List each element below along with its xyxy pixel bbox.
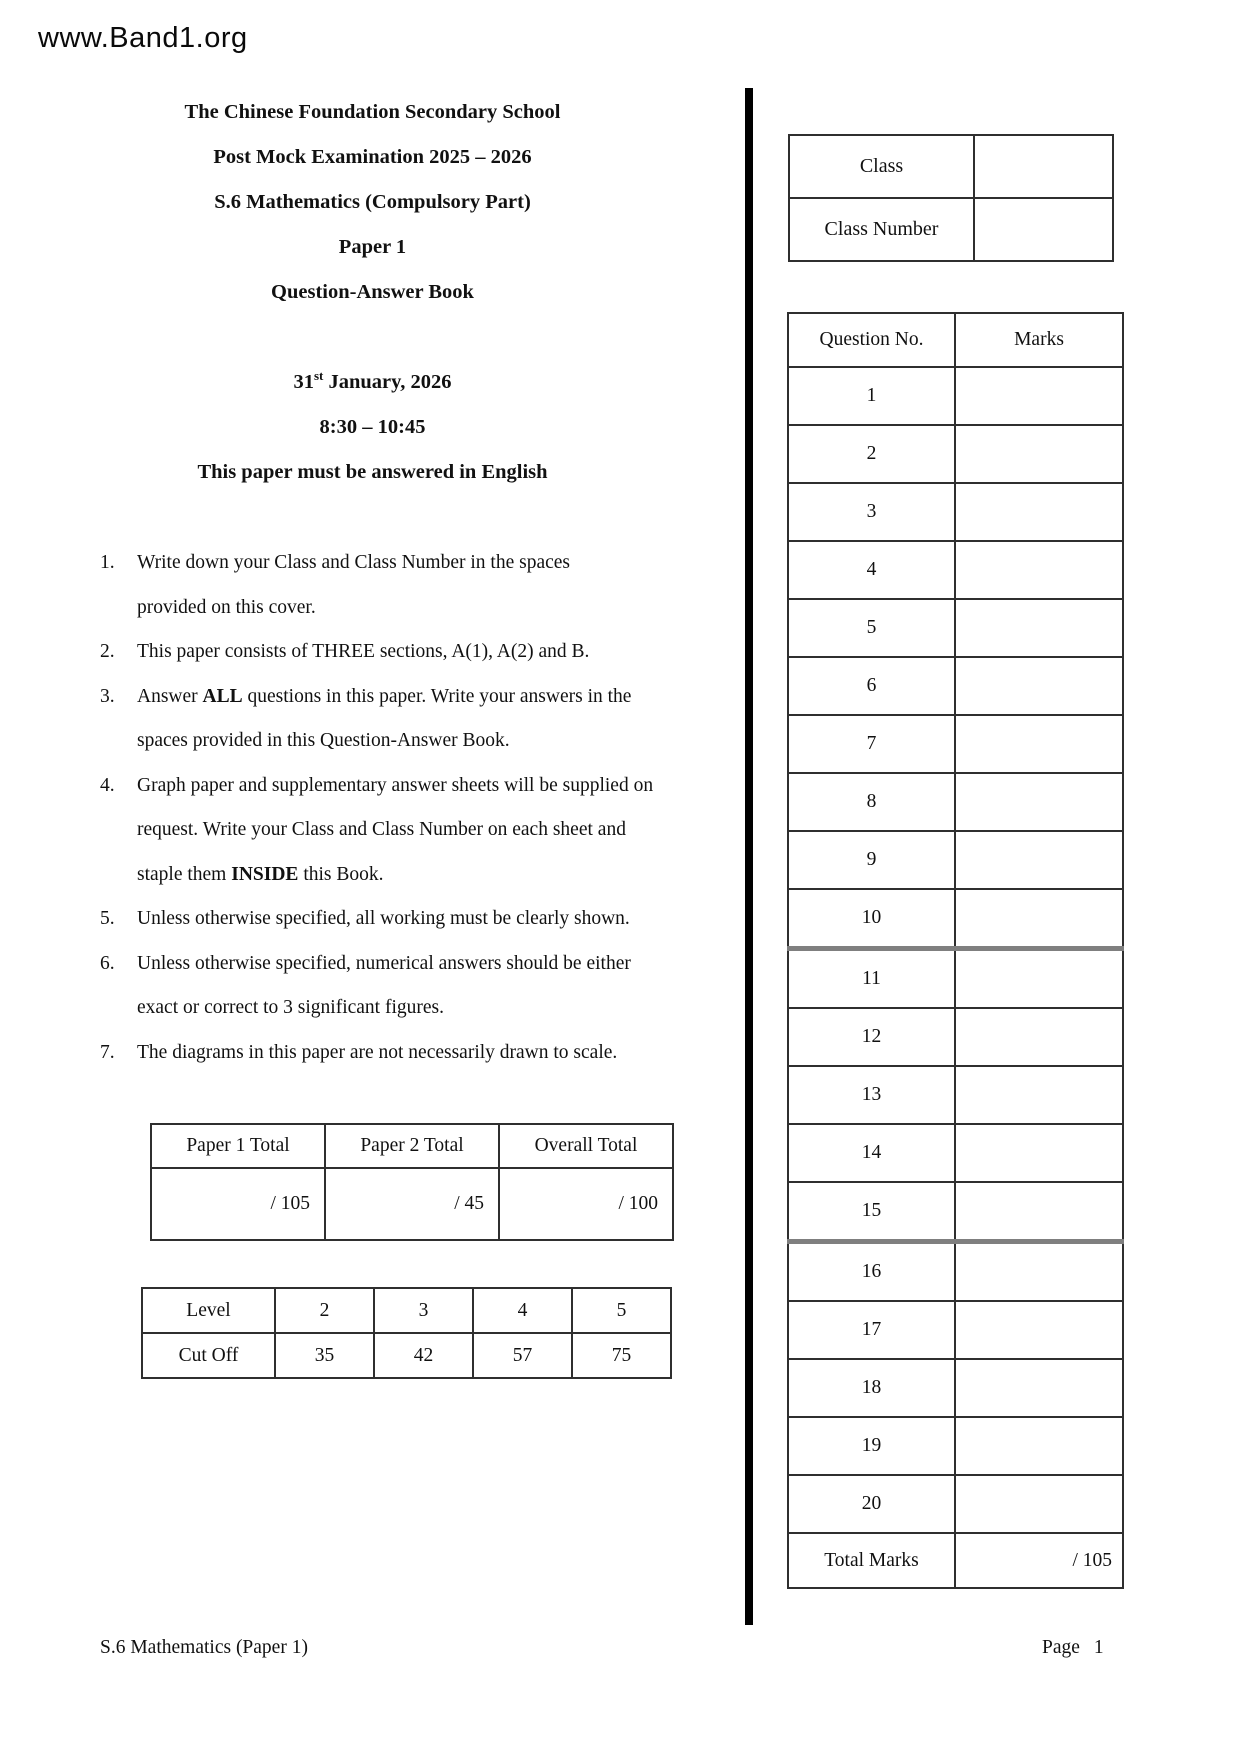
- instruction-line: Graph paper and supplementary answer sheets will be supplied on: [137, 774, 654, 796]
- question-number-cell: 7: [788, 715, 955, 773]
- class-label: Class: [789, 135, 974, 198]
- level-cutoff-table: [141, 1287, 672, 1379]
- exam-date-day: 31: [293, 371, 314, 393]
- question-number-cell: 16: [788, 1242, 955, 1302]
- marks-row: [788, 1242, 1123, 1302]
- class-info-box: [788, 134, 1114, 262]
- marks-row: [788, 1301, 1123, 1359]
- level-4: 4: [473, 1288, 572, 1333]
- marks-fill-cell: [955, 1359, 1123, 1417]
- marks-fill-cell: [955, 1242, 1123, 1302]
- instruction-number: 1.: [100, 552, 115, 573]
- instruction-line: exact or correct to 3 significant figures.: [137, 997, 445, 1018]
- book-title: Question-Answer Book: [271, 281, 474, 303]
- totals-value-paper1: / 105: [151, 1168, 325, 1240]
- instructions-list: [100, 541, 660, 1075]
- instruction-text: [137, 675, 660, 764]
- class-number-fill-cell: [974, 198, 1113, 261]
- question-number-cell: 5: [788, 599, 955, 657]
- level-5: 5: [572, 1288, 671, 1333]
- instruction-line: Write down your Class and Class Number in the spaces: [137, 552, 571, 573]
- instruction-item: [100, 764, 660, 898]
- marks-row: [788, 599, 1123, 657]
- cutoff-2: 35: [275, 1333, 374, 1378]
- marks-fill-cell: [955, 541, 1123, 599]
- question-number-cell: 18: [788, 1359, 955, 1417]
- total-marks-label: Total Marks: [788, 1533, 955, 1588]
- question-number-cell: 9: [788, 831, 955, 889]
- question-number-cell: 14: [788, 1124, 955, 1182]
- marks-row: [788, 1475, 1123, 1533]
- cutoff-5: 75: [572, 1333, 671, 1378]
- instruction-text: [137, 897, 660, 942]
- marks-fill-cell: [955, 657, 1123, 715]
- question-number-cell: 10: [788, 889, 955, 949]
- marks-fill-cell: [955, 599, 1123, 657]
- language-note: This paper must be answered in English: [197, 461, 548, 483]
- marks-row: [788, 1066, 1123, 1124]
- level-label: Level: [142, 1288, 275, 1333]
- question-number-cell: 2: [788, 425, 955, 483]
- subject-title: S.6 Mathematics (Compulsory Part): [214, 191, 531, 213]
- marks-fill-cell: [955, 949, 1123, 1009]
- marks-fill-cell: [955, 889, 1123, 949]
- instruction-line: This paper consists of THREE sections, A(1), A(2) and B.: [137, 641, 590, 662]
- instruction-item: [100, 675, 660, 764]
- instruction-number: 7.: [100, 1041, 115, 1063]
- totals-header-overall: Overall Total: [499, 1124, 673, 1168]
- totals-header-paper1: Paper 1 Total: [151, 1124, 325, 1168]
- level-3: 3: [374, 1288, 473, 1333]
- marks-row: [788, 367, 1123, 425]
- class-fill-cell: [974, 135, 1113, 198]
- footer-page-label: Page: [1042, 1637, 1080, 1658]
- instruction-item: [100, 897, 660, 942]
- marks-fill-cell: [955, 715, 1123, 773]
- exam-time: 8:30 – 10:45: [319, 416, 426, 438]
- marks-row: [788, 949, 1123, 1009]
- footer-page-indicator: [1042, 1636, 1104, 1660]
- totals-value-paper2: / 45: [325, 1168, 499, 1240]
- instruction-text: [137, 541, 660, 630]
- watermark-url: www.Band1.org: [38, 22, 248, 54]
- exam-header: [100, 90, 645, 315]
- question-number-cell: 8: [788, 773, 955, 831]
- school-name: The Chinese Foundation Secondary School: [184, 101, 561, 123]
- question-number-cell: 4: [788, 541, 955, 599]
- instruction-item: [100, 1031, 660, 1076]
- question-number-cell: 17: [788, 1301, 955, 1359]
- instruction-line: Unless otherwise specified, all working must be clearly shown.: [137, 908, 630, 929]
- instruction-item: [100, 541, 660, 630]
- question-number-cell: 15: [788, 1182, 955, 1242]
- marks-row: [788, 483, 1123, 541]
- exam-session-info: [100, 360, 645, 495]
- marks-row: [788, 1124, 1123, 1182]
- instruction-number: 4.: [100, 774, 115, 796]
- instruction-number: 5.: [100, 908, 115, 929]
- instruction-line: request. Write your Class and Class Number on each sheet and: [137, 819, 626, 840]
- marks-row: [788, 657, 1123, 715]
- marks-row: [788, 1182, 1123, 1242]
- question-number-cell: 19: [788, 1417, 955, 1475]
- marks-fill-cell: [955, 1301, 1123, 1359]
- marks-row: [788, 889, 1123, 949]
- question-number-cell: 13: [788, 1066, 955, 1124]
- instruction-number: 2.: [100, 641, 115, 662]
- instruction-text: [137, 630, 660, 675]
- exam-date-ordinal: st: [313, 368, 324, 384]
- instruction-line: The diagrams in this paper are not necessarily drawn to scale.: [137, 1041, 618, 1063]
- instruction-line: Unless otherwise specified, numerical answers should be either: [137, 952, 631, 974]
- marks-fill-cell: [955, 483, 1123, 541]
- instruction-line: Answer ALL questions in this paper. Write your answers in the: [137, 685, 632, 707]
- cutoff-label: Cut Off: [142, 1333, 275, 1378]
- marks-row: [788, 1008, 1123, 1066]
- totals-header-paper2: Paper 2 Total: [325, 1124, 499, 1168]
- marks-row: [788, 1359, 1123, 1417]
- totals-value-overall: / 100: [499, 1168, 673, 1240]
- instruction-line: spaces provided in this Question-Answer Book.: [137, 730, 510, 751]
- marks-header-row: [788, 313, 1123, 367]
- exam-title: Post Mock Examination 2025 – 2026: [213, 146, 532, 168]
- vertical-divider: [745, 88, 753, 1625]
- class-number-row: [789, 198, 1113, 261]
- cutoff-4: 57: [473, 1333, 572, 1378]
- class-number-label: Class Number: [789, 198, 974, 261]
- marks-fill-cell: [955, 1475, 1123, 1533]
- class-row: [789, 135, 1113, 198]
- marks-fill-cell: [955, 1008, 1123, 1066]
- marks-fill-cell: [955, 425, 1123, 483]
- cutoff-row: [142, 1333, 671, 1378]
- paper-number: Paper 1: [338, 236, 407, 258]
- totals-header-row: [151, 1124, 673, 1168]
- marks-fill-cell: [955, 1182, 1123, 1242]
- marks-fill-cell: [955, 773, 1123, 831]
- marks-row: [788, 831, 1123, 889]
- instruction-text: [137, 942, 660, 1031]
- marks-table: [787, 312, 1124, 1589]
- marks-row: [788, 425, 1123, 483]
- instruction-number: 6.: [100, 952, 115, 974]
- marks-fill-cell: [955, 1124, 1123, 1182]
- marks-row: [788, 541, 1123, 599]
- question-number-cell: 3: [788, 483, 955, 541]
- exam-date-rest: January, 2026: [323, 371, 452, 393]
- question-no-header: Question No.: [788, 313, 955, 367]
- footer-page-number: 1: [1093, 1637, 1104, 1658]
- exam-date: [100, 360, 645, 405]
- instruction-line: provided on this cover.: [137, 596, 316, 618]
- marks-fill-cell: [955, 831, 1123, 889]
- footer-document-title: S.6 Mathematics (Paper 1): [100, 1637, 308, 1658]
- instruction-item: [100, 630, 660, 675]
- cutoff-3: 42: [374, 1333, 473, 1378]
- marks-fill-cell: [955, 367, 1123, 425]
- question-number-cell: 12: [788, 1008, 955, 1066]
- question-number-cell: 20: [788, 1475, 955, 1533]
- instruction-line: staple them INSIDE this Book.: [137, 863, 384, 885]
- total-marks-value: / 105: [955, 1533, 1123, 1588]
- marks-header: Marks: [955, 313, 1123, 367]
- instruction-text: [137, 764, 660, 898]
- total-marks-row: [788, 1533, 1123, 1588]
- marks-row: [788, 1417, 1123, 1475]
- instruction-text: [137, 1031, 660, 1076]
- instruction-number: 3.: [100, 685, 115, 707]
- marks-fill-cell: [955, 1417, 1123, 1475]
- totals-value-row: [151, 1168, 673, 1240]
- marks-row: [788, 715, 1123, 773]
- instruction-item: [100, 942, 660, 1031]
- level-2: 2: [275, 1288, 374, 1333]
- question-number-cell: 1: [788, 367, 955, 425]
- question-number-cell: 6: [788, 657, 955, 715]
- level-row: [142, 1288, 671, 1333]
- totals-table: [150, 1123, 674, 1241]
- marks-fill-cell: [955, 1066, 1123, 1124]
- marks-row: [788, 773, 1123, 831]
- question-number-cell: 11: [788, 949, 955, 1009]
